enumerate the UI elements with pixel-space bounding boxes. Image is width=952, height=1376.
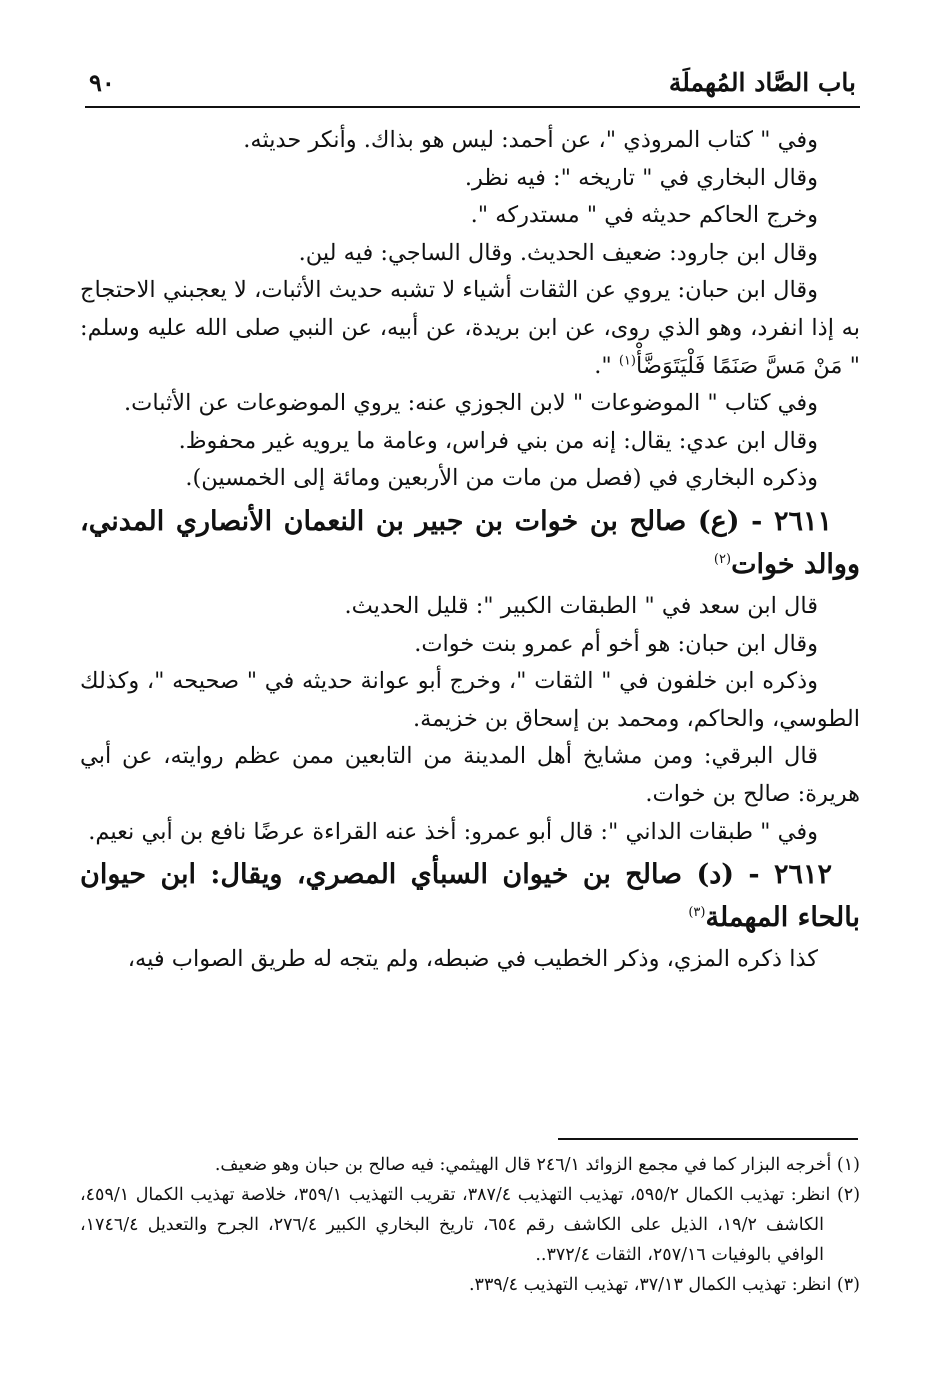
paragraph-text: وفي كتاب " الموضوعات " لابن الجوزي عنه: يروي الموضوعات عن الأثبات. bbox=[124, 390, 818, 417]
paragraph-text: وقال ابن حبان: يروي عن الثقات أشياء لا تشبه حديث الأثبات، لا يعجبني الاحتجاج به إذا انفرد، وهو الذي روى، عن ابن بريدة، عن أبيه، عن النبي صلى الله عليه وسلم: " مَنْ مَسَّ صَنَمًا فَلْيَتَوَضَّأْ bbox=[80, 277, 860, 379]
paragraph bbox=[80, 588, 860, 626]
biography-entry-heading bbox=[80, 500, 860, 586]
biography-entry-heading bbox=[80, 853, 860, 939]
paragraph bbox=[80, 941, 860, 979]
paragraph bbox=[80, 663, 860, 738]
footnote: (٢) انظر: تهذيب الكمال ٥٩٥/٢، تهذيب التهذيب ٣٨٧/٤، تقريب التهذيب ٣٥٩/١، خلاصة تهذيب الكمال ٤٥٩/١، الكاشف ١٩/٢، الذيل على الكاشف رقم ٦٥٤، تاريخ البخاري الكبير ٢٧٦/٤، الجرح والتعديل ١٧٤٦/٤، الوافي بالوفيات ٢٥٧/١٦، الثقات ٣٧٢/٤.. bbox=[80, 1185, 861, 1265]
paragraph-text: وفي " طبقات الداني ": قال أبو عمرو: أخذ عنه القراءة عرضًا نافع بن أبي نعيم. bbox=[88, 818, 818, 845]
paragraph-text: وقال ابن جارود: ضعيف الحديث. وقال الساجي: فيه لين. bbox=[298, 239, 818, 266]
paragraph bbox=[80, 235, 860, 273]
paragraph-text: وفي " كتاب المروذي "، عن أحمد: ليس هو بذاك. وأنكر حديثه. bbox=[243, 127, 818, 153]
paragraph-text: قال ابن سعد في " الطبقات الكبير ": قليل الحديث. bbox=[344, 592, 818, 619]
paragraph bbox=[80, 122, 860, 160]
footnote: (١) أخرجه البزار كما في مجمع الزوائد ٢٤٦/١ قال الهيثمي: فيه صالح بن حبان وهو ضعيف. bbox=[214, 1155, 860, 1175]
paragraph bbox=[80, 197, 860, 235]
paragraph bbox=[80, 626, 860, 664]
footnote-reference: (٢) bbox=[713, 551, 732, 567]
footnotes bbox=[80, 1150, 860, 1300]
paragraph-text: وقال البخاري في " تاريخه ": فيه نظر. bbox=[464, 164, 818, 191]
paragraph bbox=[80, 738, 860, 813]
paragraph-text: قال البرقي: ومن مشايخ أهل المدينة من التابعين ممن عظم روايته، عن أبي هريرة: صالح بن خوات. bbox=[80, 743, 860, 807]
paragraph-text: ٢٦١١ - (ع) صالح بن خوات بن جبير بن النعمان الأنصاري المدني، ووالد خوات bbox=[80, 505, 860, 580]
page-number: ٩٠ bbox=[89, 68, 115, 97]
paragraph-text: كذا ذكره المزي، وذكر الخطيب في ضبطه، ولم يتجه له طريق الصواب فيه، bbox=[127, 946, 818, 973]
paragraph-text: وقال ابن عدي: يقال: إنه من بني فراس، وعامة ما يرويه غير محفوظ. bbox=[178, 427, 818, 454]
paragraph-text: وذكره ابن خلفون في " الثقات "، وخرج أبو عوانة حديثه في " صحيحه "، وكذلك الطوسي، والحاكم، ومحمد بن إسحاق بن خزيمة. bbox=[80, 668, 860, 732]
running-header bbox=[85, 62, 860, 108]
paragraph bbox=[80, 272, 860, 385]
footnote-reference: (٣) bbox=[688, 905, 706, 921]
chapter-title: باب الصَّاد المُهملَة bbox=[668, 68, 856, 97]
paragraph bbox=[80, 814, 860, 852]
paragraph bbox=[80, 160, 860, 198]
paragraph-text: وخرج الحاكم حديثه في " مستدركه ". bbox=[470, 202, 818, 229]
footnote: (٣) انظر: تهذيب الكمال ٣٧/١٣، تهذيب التهذيب ٣٣٩/٤. bbox=[468, 1275, 860, 1295]
main-text bbox=[80, 122, 860, 979]
paragraph bbox=[80, 460, 860, 498]
paragraph-text: وقال ابن حبان: هو أخو أم عمرو بنت خوات. bbox=[414, 630, 818, 657]
footnote-divider bbox=[558, 1138, 858, 1140]
paragraph bbox=[80, 385, 860, 423]
paragraph-tail: ". bbox=[594, 352, 619, 379]
paragraph bbox=[80, 423, 860, 461]
paragraph-text: ٢٦١٢ - (د) صالح بن خيوان السبأي المصري، ويقال: ابن حيوان بالحاء المهملة bbox=[80, 859, 860, 934]
paragraph-text: وذكره البخاري في (فصل من مات من الأربعين ومائة إلى الخمسين). bbox=[185, 465, 818, 492]
footnote-reference: (١) bbox=[618, 353, 636, 369]
